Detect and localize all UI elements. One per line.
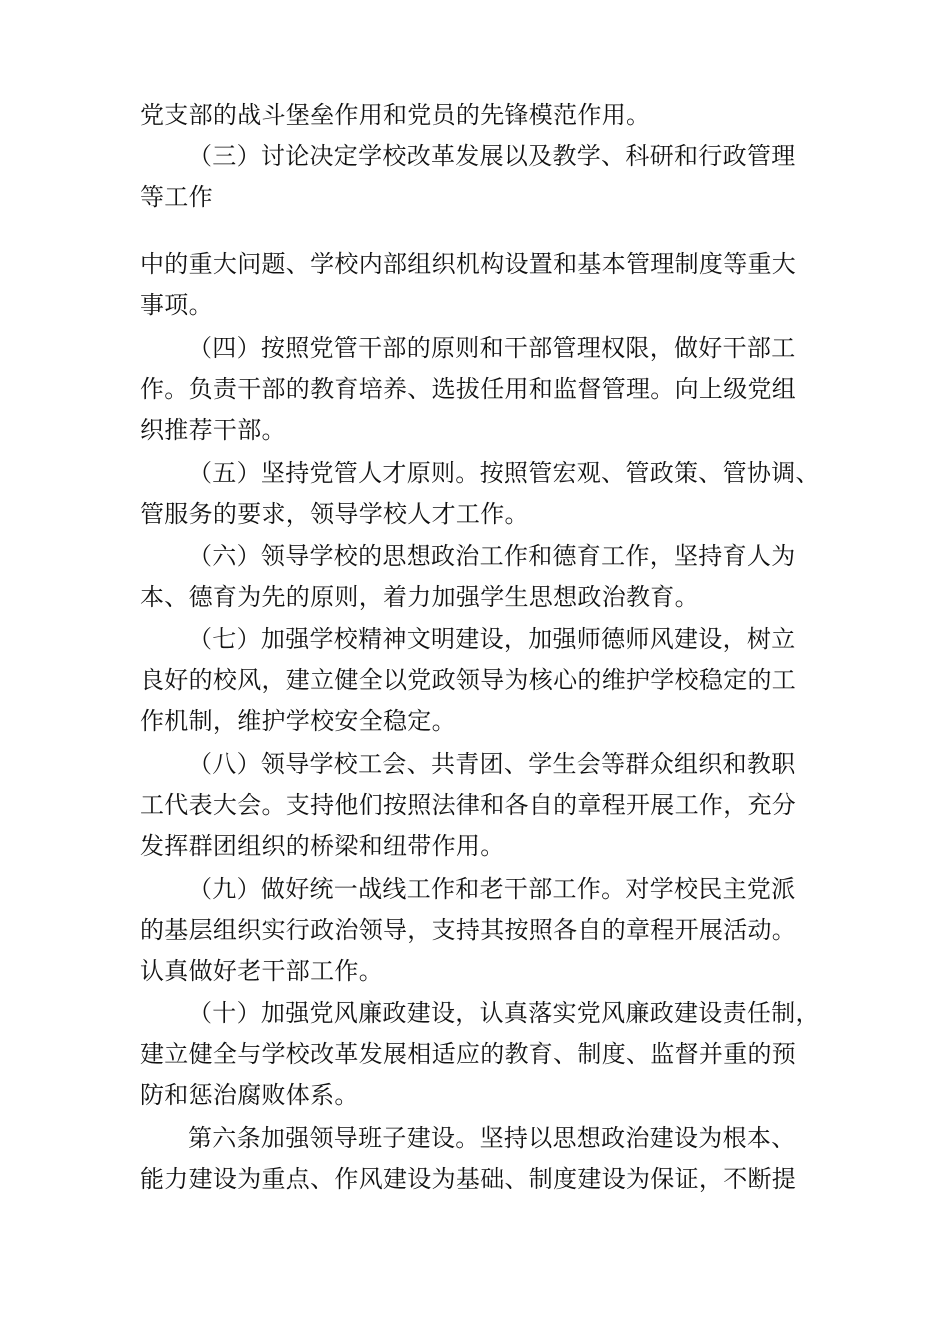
text-line: （五）坚持党管人才原则。按照管宏观、管政策、管协调、 (188, 459, 820, 487)
text-line: （六）领导学校的思想政治工作和德育工作，坚持育人为 (188, 542, 796, 570)
text-line: 认真做好老干部工作。 (140, 957, 383, 985)
text-line: 第六条加强领导班子建设。坚持以思想政治建设为根本、 (188, 1124, 796, 1152)
text-line: 建立健全与学校改革发展相适应的教育、制度、监督并重的预 (140, 1040, 797, 1068)
text-line: （三）讨论决定学校改革发展以及教学、科研和行政管理 (188, 142, 796, 170)
text-line: （八）领导学校工会、共青团、学生会等群众组织和教职 (188, 750, 796, 778)
text-line: 发挥群团组织的桥梁和纽带作用。 (140, 832, 505, 860)
text-line: 等工作 (140, 183, 213, 211)
text-line: （七）加强学校精神文明建设，加强师德师风建设，树立 (188, 625, 796, 653)
text-line: （九）做好统一战线工作和老干部工作。对学校民主党派 (188, 875, 796, 903)
text-line: 中的重大问题、学校内部组织机构设置和基本管理制度等重大 (140, 250, 797, 278)
text-line: 工代表大会。支持他们按照法律和各自的章程开展工作，充分 (140, 791, 797, 819)
text-line: 作机制，维护学校安全稳定。 (140, 707, 456, 735)
text-line: 本、德育为先的原则，着力加强学生思想政治教育。 (140, 583, 699, 611)
text-line: 良好的校风，建立健全以党政领导为核心的维护学校稳定的工 (140, 666, 797, 694)
text-line: 织推荐干部。 (140, 416, 286, 444)
text-line: 事项。 (140, 291, 213, 319)
text-line: 的基层组织实行政治领导，支持其按照各自的章程开展活动。 (140, 916, 797, 944)
text-line: 能力建设为重点、作风建设为基础、制度建设为保证，不断提 (140, 1165, 797, 1193)
text-line: （四）按照党管干部的原则和干部管理权限，做好干部工 (188, 334, 796, 362)
text-line: 防和惩治腐败体系。 (140, 1081, 359, 1109)
text-line: 作。负责干部的教育培养、选拔任用和监督管理。向上级党组 (140, 375, 797, 403)
text-line: 管服务的要求，领导学校人才工作。 (140, 500, 529, 528)
text-line: （十）加强党风廉政建设，认真落实党风廉政建设责任制， (188, 999, 820, 1027)
text-line: 党支部的战斗堡垒作用和党员的先锋模范作用。 (140, 101, 651, 129)
